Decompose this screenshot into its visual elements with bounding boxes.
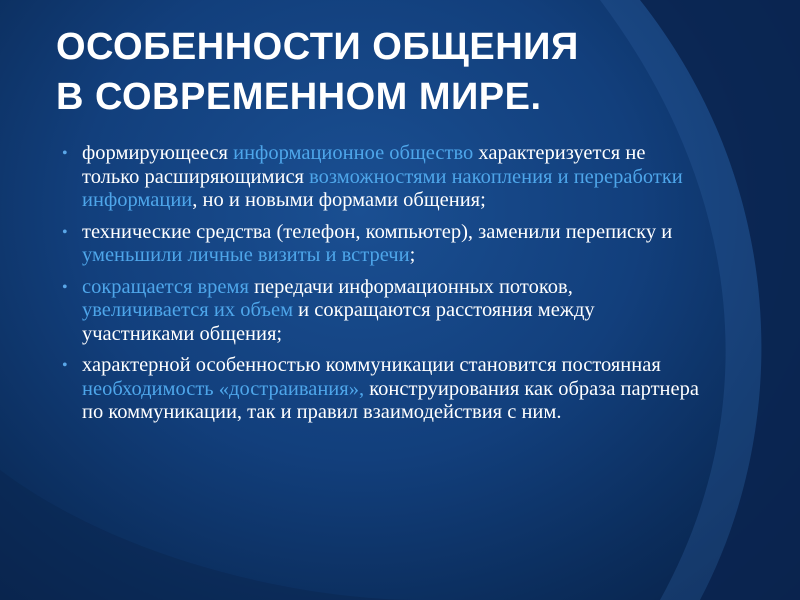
bullet-item-4 xyxy=(62,354,702,425)
bullet-list xyxy=(62,142,702,433)
bullet-marker: • xyxy=(62,223,68,241)
bullet-text-segment: формирующееся xyxy=(82,142,234,164)
bullet-text-segment: , но и новыми формами общения; xyxy=(192,189,486,211)
bullet-highlight-segment: уменьшили личные визиты и встречи xyxy=(82,244,410,266)
bullet-item-3 xyxy=(62,276,702,347)
bullet-highlight-segment: сокращается время xyxy=(82,275,249,298)
bullet-text-segment: передачи информационных потоков, xyxy=(248,275,573,298)
bullet-item-1 xyxy=(62,142,702,213)
bullet-item-2 xyxy=(62,221,702,268)
bullet-text-segment: и сокращаются расстояния между участниками общения; xyxy=(82,299,595,345)
bullet-text-segment: характеризуется не только расширяющимися xyxy=(82,142,646,188)
bullet-text-segment: ; xyxy=(409,244,416,266)
bullet-highlight-segment: необходимость «достраивания», xyxy=(82,377,365,400)
bullet-marker: • xyxy=(62,278,68,296)
bullet-text-segment: характерной особенностью коммуникации становится постоянная xyxy=(82,354,661,376)
bullet-highlight-segment: информационное общество xyxy=(233,142,474,164)
bullet-marker: • xyxy=(62,357,68,374)
bullet-text-segment: конструирования как образа партнера по коммуникации, так и правил взаимодействия с ним. xyxy=(82,377,699,423)
bullet-text-segment: технические средства (телефон, компьютер), заменили переписку и xyxy=(82,220,673,243)
bullet-marker: • xyxy=(62,145,68,162)
slide-title xyxy=(56,22,716,122)
bullet-highlight-segment: увеличивается их объем xyxy=(82,299,294,321)
slide-title-line-2: В СОВРЕМЕННОМ МИРЕ. xyxy=(56,76,542,118)
slide-title-line-1: ОСОБЕННОСТИ ОБЩЕНИЯ xyxy=(56,26,579,68)
bullet-highlight-segment: возможностями накопления и переработки информации xyxy=(82,165,683,211)
